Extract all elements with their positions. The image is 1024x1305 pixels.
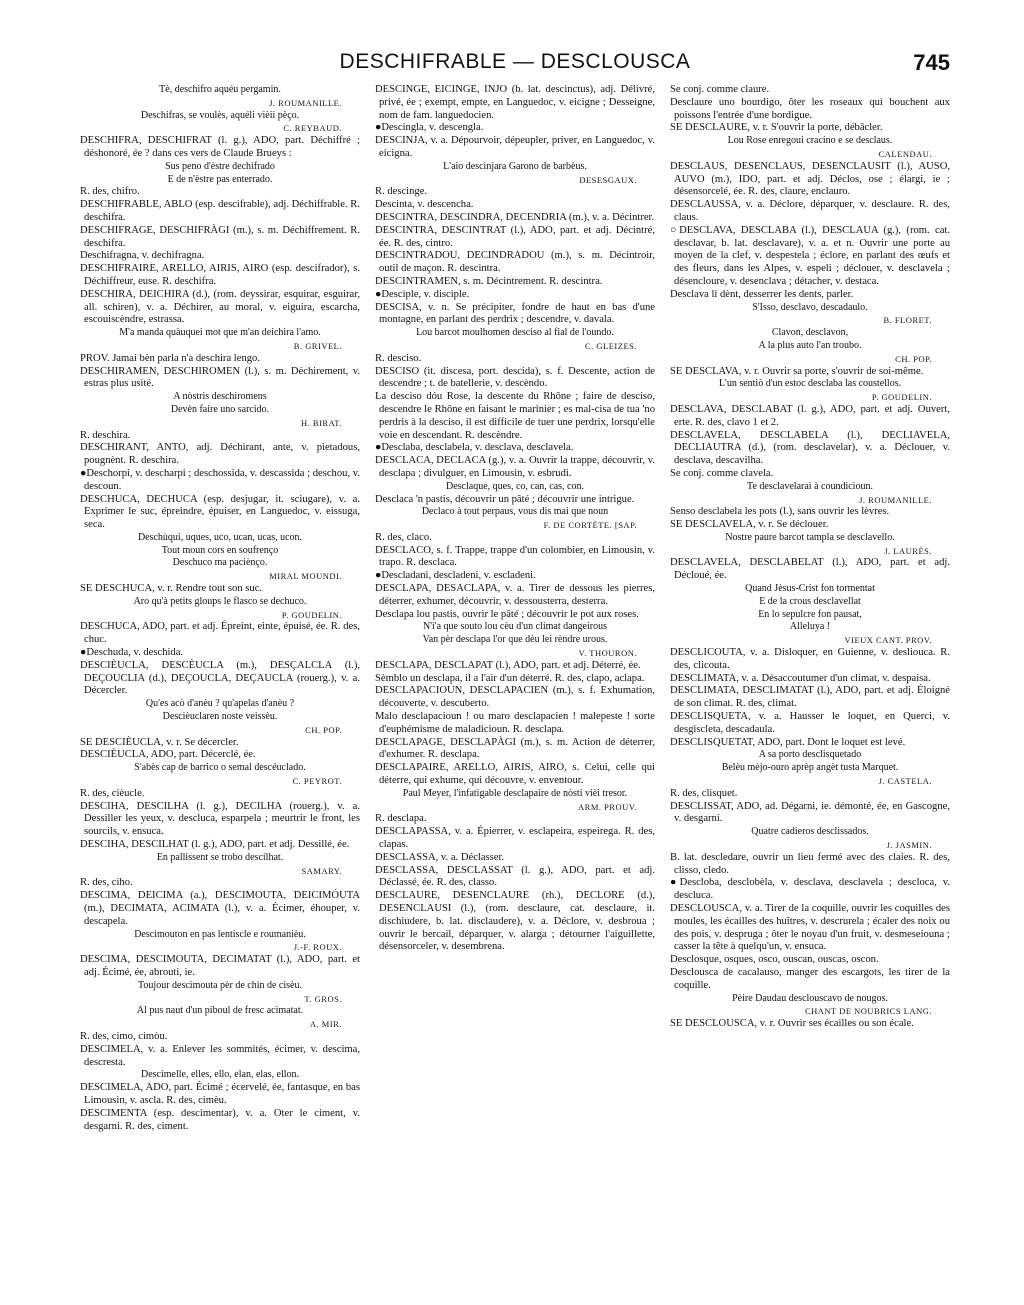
quotation-line: Tè, deschifro aquéu pergamin. (159, 84, 281, 95)
dictionary-entry: DESCINTRAMEN, s. m. Décintrement. R. descintra. (375, 275, 603, 287)
dictionary-entry: SE DESCIÈUCLA, v. r. Se décercler. (80, 736, 239, 748)
dictionary-entry: DESCHIRANT, ANTO, adj. Déchirant, ante, v. pietadous, pougnènt. R. deschira. (80, 442, 360, 467)
quotation-line: S'abès cap de barrico o semal descéuclado. (134, 762, 306, 774)
quotation-line: Declaco à tout perpaus, vous dis mai que noun (421, 506, 609, 518)
dictionary-entry: Senso desclabela les pots (l.), sans ouvrir les lèvres. (670, 506, 890, 518)
dictionary-entry: SE DESCLAVELA, v. r. Se déclouer. (670, 519, 829, 531)
reference-line: R. des, chifro. (80, 186, 140, 198)
column-left (80, 84, 360, 1224)
reference-line: Se conj. comme claure. (670, 84, 770, 95)
reference-line: R. desciso. (375, 352, 422, 364)
reference-line: Se conj. comme clavela. (670, 467, 774, 479)
dictionary-entry: ●Descingla, v. descengla. (375, 122, 484, 134)
dictionary-entry: DESCLAUS, DESENCLAUS, DESENCLAUSIT (l.), AUSO, AUVO (m.), IDO, part. et adj. Déclos, ose ; élargi, ie ; désensorcelé, ée. R. des, claure, enclauro. (670, 160, 950, 198)
quotation-line: Paul Meyer, l'infatigable desclapaire de nòsti vièi tresor. (402, 787, 628, 799)
dictionary-entry: Desclava li dènt, desserrer les dents, parler. (670, 288, 854, 300)
dictionary-entry: ●Desclaba, desclabela, v. desclava, desclavela. (375, 442, 574, 454)
dictionary-entry: DESCINTRADOU, DECINDRADOU (m.), s. m. Décintroir, outil de maçon. R. descintra. (375, 250, 655, 275)
quotation-source: T. GROS. (304, 993, 342, 1004)
column-right (670, 84, 950, 1224)
dictionary-entry: DESCIÈUCLA, ADO, part. Décerclé, ée. (80, 749, 256, 761)
reference-line: Descinta, v. descencha. (375, 199, 474, 211)
dictionary-entry: Desclapa lou pastis, ouvrir le pâté ; découvrir le pot aux roses. (375, 608, 639, 620)
page-header (80, 50, 950, 82)
quotation-line: Sus peno d'èstre dechifrado (165, 160, 275, 172)
dictionary-entry: DESCINJA, v. a. Dépourvoir, dépeupler, priver, en Languedoc, v. eicigna. (375, 135, 655, 159)
quotation-source: ARM. PROUV. (578, 801, 637, 812)
quotation-line: Deschuco ma paciènço. (172, 557, 268, 569)
reference-line: R. des, cimo, cimòu. (80, 1030, 168, 1042)
quotation-source: C. GLEIZES. (584, 340, 637, 351)
quotation-line: S'Isso, desclavo, descadaulo. (752, 301, 868, 313)
quotation-source: CH. POP. (305, 724, 342, 735)
quotation-line: Lou barcot moulhomen desciso al fial de l'oundo. (416, 327, 614, 339)
quotation-line: Deschifras, se voulès, aquéli vièii pèço. (140, 109, 300, 121)
quotation-source: B. GRIVEL. (293, 340, 342, 351)
quotation-source: J. JASMIN. (886, 840, 932, 851)
dictionary-entry: DESCIMENTA (esp. descimentar), v. a. Oter le ciment, v. desgarni. R. des, ciment. (80, 1107, 360, 1132)
dictionary-entry: Sèmblo un desclapa, il a l'air d'un déterré. R. des, clapo, aclapa. (375, 672, 645, 684)
dictionary-entry: DESCIMA, DEICIMA (a.), DESCIMOUTA, DEICIMÓUTA (m.), DECIMATA, ACIMATA (l.), v. a. Écimer, éhouper, v. descapela. (80, 890, 360, 927)
dictionary-entry: DESCLISQUETAT, ADO, part. Dont le loquet est levé. (670, 736, 906, 748)
dictionary-entry: DESCIMELA, ADO, part. Écimé ; écervelé, ée, fantasque, en bas Limousin, v. ascla. R. des, cimèu. (80, 1082, 360, 1106)
quotation-line: En pallissent se trobo descilhat. (156, 851, 284, 863)
quotation-source: CHANT DE NOUBRICS LANG. (804, 1006, 932, 1017)
quotation-source: C. REYBAUD. (283, 123, 342, 134)
dictionary-entry: DESCHIRA, DEICHIRA (d.), (rom. deyssirar, esquirar, esguirar, all. schiren), v. a. Déchirer, au moral, v. eiguira, escarcha, escouiscèndre, estrassa. (80, 288, 360, 326)
dictionary-columns (80, 84, 950, 1224)
quotation-source: SAMARY. (301, 865, 342, 876)
dictionary-entry: DESCINGE, EICINGE, INJO (b. lat. descinctus), adj. Délivré, privé, ée ; exempt, empte, en Languedoc, v. eicigne ; Desseigne, nom de fam. languedocien. (375, 84, 655, 121)
quotation-line: Toujour descimouta pèr de chin de cisèu. (138, 979, 302, 991)
dictionary-entry: DESCLIMATA, DESCLIMATAT (l.), ADO, part. et adj. Éloigné de son climat. R. des, climat. (670, 685, 950, 710)
quotation-source: MIRAL MOUNDI. (269, 571, 342, 582)
quotation-line: E de n'èstre pas enterrado. (167, 173, 273, 185)
dictionary-entry: DESCHIFRABLE, ABLO (esp. descifrable), adj. Déchiffrable. R. deschifra. (80, 199, 360, 223)
quotation-line: Descimouton en pas lentiscle e roumanièu. (134, 928, 306, 940)
dictionary-entry: DESCLISQUETA, v. a. Hausser le loquet, en Querci, v. desgiscleta, descadaula. (670, 711, 950, 735)
quotation-line: L'aio descinjara Garono de barbèus. (443, 160, 587, 172)
dictionary-entry: DESCHIFRA, DESCHIFRAT (l. g.), ADO, part. Déchiffré ; déshonoré, ée ? dans ces vers de Claude Brueys : (80, 135, 360, 159)
reference-line: R. desclapa. (375, 813, 427, 825)
dictionary-entry: Desclaure uno bourdigo, ôter les roseaux qui bouchent aux poissons l'entrée d'une bordigue. (670, 96, 950, 121)
dictionary-entry: DESCHIFRAGE, DESCHIFRÀGI (m.), s. m. Déchiffrement. R. deschifra. (80, 224, 360, 249)
dictionary-entry: ●Desciple, v. disciple. (375, 288, 470, 300)
quotation-line: Belèu mèjo-ouro aprèp angèt tusta Marquet. (721, 762, 899, 774)
dictionary-entry: DESCINTRA, DESCINDRA, DECENDRIA (m.), v. a. Décintrer. (375, 211, 655, 223)
quotation-line: Descimelle, elles, ello, elan, elas, ellon. (141, 1069, 299, 1081)
dictionary-entry: DESCLIMATA, v. a. Désaccoutumer d'un climat, v. despaisa. (670, 672, 931, 684)
dictionary-entry: DESCLAPAIRE, ARELLO, AIRIS, AIRO, s. Celui, celle qui déterre, qui exhume, qui découvre, v. enventour. (375, 762, 655, 787)
quotation-line: Van pèr desclapa l'or que dèu lei rèndre urous. (422, 634, 608, 646)
dictionary-entry: ●Descladani, descladeni, v. escladeni. (375, 570, 536, 582)
dictionary-entry: SE DESCLAVA, v. r. Ouvrir sa porte, s'ouvrir de soi-même. (670, 365, 924, 377)
dictionary-entry: DESCLASSA, v. a. Déclasser. (375, 851, 505, 863)
dictionary-entry: DESCLAPAGE, DESCLAPÀGI (m.), s. m. Action de déterrer, d'exhumer. R. desclapa. (375, 736, 655, 761)
column-middle (375, 84, 655, 1224)
dictionary-entry: DESCLISSAT, ADO, ad. Dégarni, ie. démonté, ée, en Gascogne, v. desgarni. (670, 800, 950, 825)
reference-line: R. deschira. (80, 429, 131, 441)
quotation-source: J. ROUMANILLE. (269, 97, 342, 108)
quotation-line: Te desclavelarai à coundicioun. (747, 480, 873, 492)
dictionary-entry: DESCIMELA, v. a. Enlever les sommités, écimer, v. descima, descresta. (80, 1043, 360, 1068)
dictionary-entry: DESCHIFRAIRE, ARELLO, AIRIS, AIRO (esp. descifrador), s. Déchiffreur, euse. R. deschifra. (80, 263, 360, 287)
dictionary-entry: SE DESCLAURE, v. r. S'ouvrir la porte, débâcler. (670, 122, 883, 134)
quotation-line: A la plus auto l'an troubo. (758, 339, 862, 351)
quotation-line: Pèire Daudau desclouscavo de nougos. (732, 992, 888, 1004)
quotation-line: En lo sepulcre fon pausat, (758, 608, 862, 620)
quotation-line: Tout moun cors en soufrenço (161, 544, 279, 556)
quotation-source: F. DE CORTÈTE. [SAP. (543, 520, 637, 531)
quotation-source: P. GOUDELIN. (871, 392, 932, 403)
dictionary-entry: DESCLICOUTA, v. a. Disloquer, en Guienne, v. desliouca. R. des, clicouta. (670, 647, 950, 671)
dictionary-entry: DESCLACO, s. f. Trappe, trappe d'un colombier, en Limousin, v. trapo. R. desclaca. (375, 544, 655, 569)
quotation-source: A. MIR. (309, 1019, 342, 1030)
dictionary-entry: DESCIMA, DESCIMOUTA, DECIMATAT (l.), ADO, part. et adj. Écimé, ée, abrouti, ie. (80, 954, 360, 978)
dictionary-entry: DESCLASSA, DESCLASSAT (l. g.), ADO, part. et adj. Déclassé, ée. R. des, classo. (375, 864, 655, 889)
quotation-source: J.-F. ROUX. (293, 942, 342, 953)
quotation-source: V. THOURON. (578, 648, 637, 659)
dictionary-entry: DESCLAURE, DESENCLAURE (rh.), DECLORE (d.), DESENCLAUSI (l.), (rom. desclaure, cat. desclaure, it. dischiudere, b. lat. disclaudere), v. a. Déclore, v. desbroua ; ouvrir le bercail, déparquer, v. alarga ; détourner l'aiguillette, désensorceler, v. desembrena. (375, 890, 655, 953)
dictionary-entry: DESCLAVELA, DESCLABELAT (l.), ADO, part. et adj. Décloué, ée. (670, 557, 950, 582)
quotation-source: VIEUX CANT. PROV. (844, 635, 932, 646)
quotation-line: Aro qu'à petits gloups le flasco se dechuco. (133, 595, 307, 607)
dictionary-entry: DESCIHA, DESCILHAT (l. g.), ADO, part. et adj. Dessillé, ée. (80, 839, 350, 851)
quotation-line: Descièuclaren noste veissèu. (162, 711, 278, 723)
reference-line: R. des, clisquet. (670, 787, 738, 799)
quotation-line: A sa porto desclisquetado (758, 749, 862, 761)
dictionary-entry: DESCINTRA, DESCINTRAT (l.), ADO, part. et adj. Décintré, ée. R. des, cintro. (375, 224, 655, 249)
dictionary-entry: DESCLOUSCA, v. a. Tirer de la coquille, ouvrir les coquilles des moules, les écailles des huîtres, v. descrurela ; écaler des noix ou des pois, v. despruga ; ôter le noyau d'un fruit, v. desmeseiouna ; casser la tête à quelqu'un, v. ensuca. (670, 903, 950, 953)
quotation-line: Nostre paure barcot tampla se desclavello. (725, 531, 895, 543)
dictionary-entry: B. lat. descledare, ouvrir un lieu fermé avec des claies. R. des, clisso, cledo. (670, 851, 950, 876)
dictionary-entry: DESCLAVELA, DESCLABELA (l.), DECLIAVELA, DECLIAUTRA (d.), (rom. desclavelar), v. a. Déclouer, v. desclava, descavilha. (670, 429, 950, 467)
quotation-line: Desclaque, ques, co, can, cas, con. (446, 480, 584, 492)
dictionary-entry: Desclosque, osques, osco, ouscan, ouscas, oscon. (670, 954, 879, 966)
quotation-line: Devèn faire uno sarcido. (170, 403, 270, 415)
quotation-source: J. CASTELA. (878, 776, 932, 787)
dictionary-entry: DESCISO (it. discesa, port. descida), s. f. Descente, action de descendre ; t. de batellerie, v. descèndo. (375, 365, 655, 390)
dictionary-entry: SE DESCHUCA, v. r. Rendre tout son suc. (80, 583, 263, 595)
dictionary-entry: Malo desclapacioun ! ou maro desclapacien ! malepeste ! sorte d'euphémisme de maladicioun. R. desclapa. (375, 711, 655, 735)
dictionary-entry: DESCLACA, DECLACA (g.), v. a. Ouvrir la trappe, découvrir, v. desclapa ; divulguer, en Limousin, v. esbrudi. (375, 455, 655, 479)
page-number: 745 (913, 50, 950, 75)
dictionary-entry: Desclousca de cacalauso, manger des escargots, les tirer de la coquille. (670, 966, 950, 991)
quotation-source: J. ROUMANILLE. (859, 494, 932, 505)
reference-line: R. des, ciho. (80, 877, 133, 889)
quotation-source: P. GOUDELIN. (281, 609, 342, 620)
quotation-line: Deschùqui, uques, uco, ucan, ucas, ucon. (137, 531, 303, 543)
dictionary-entry: DESCIÈUCLA, DESCÈUCLA (m.), DESÇALCLA (l.), DEÇOUCLIA (d.), DEÇOUCLA, DEÇAUCLA (rouerg.), v. a. Décercler. (80, 659, 360, 697)
dictionary-entry: ●Deschorpi, v. descharpi ; deschossida, v. descassida ; deschou, v. descoun. (80, 467, 360, 492)
dictionary-entry: La desciso dóu Rose, la descente du Rhône ; faire de desciso, descendre le Rhône en faisant le marinier ; es mal-cisa de tua 'no perdris à la desciso, il est difficile de tuer une perdrix, lorsqu'elle voie en descendant. R. descèndre. (375, 391, 655, 441)
quotation-source: CH. POP. (895, 353, 932, 364)
dictionary-entry: PROV. Jamai bèn parla n'a deschira lengo. (80, 352, 260, 364)
dictionary-entry: DESCHUCA, ADO, part. et adj. Épreint, einte, épuisé, ée. R. des, chuc. (80, 621, 360, 646)
reference-line: R. descinge. (375, 186, 428, 198)
dictionary-entry: DESCLAVA, DESCLABAT (l. g.), ADO, part. et adj. Ouvert, erte. R. des, clavo 1 et 2. (670, 403, 950, 428)
dictionary-entry: SE DESCLOUSCA, v. r. Ouvrir ses écailles ou son écale. (670, 1018, 914, 1030)
quotation-line: N'i'a que souto lou cèu d'un climat dangeirous (423, 621, 607, 633)
dictionary-entry: ●Descloba, desclobèla, v. desclava, desclavela ; descloca, v. descluca. (670, 877, 950, 902)
dictionary-entry: DESCLAPA, DESACLAPA, v. a. Tirer de dessous les pierres, déterrer, exhumer, découvrir, v. dessousterra, desterra. (375, 583, 655, 607)
quotation-source: CALENDAU. (878, 148, 932, 159)
quotation-line: E de la crous desclavellat (759, 595, 861, 607)
quotation-line: L'un sentiò d'un estoc desclaba las coustellos. (718, 378, 902, 390)
quotation-line: Clavon, desclavon, (771, 327, 849, 339)
quotation-source: C. PEYROT. (292, 776, 342, 787)
quotation-line: Quatre cadieros desclissados. (751, 826, 869, 838)
quotation-source: H. BIRAT. (301, 417, 342, 428)
quotation-line: Al pus naut d'un piboul de fresc acimatat. (136, 1005, 304, 1017)
dictionary-entry: DESCHIRAMEN, DESCHIROMEN (l.), s. m. Déchirement, v. estras plus usité. (80, 365, 360, 390)
dictionary-entry: DESCLAPACIOUN, DESCLAPACIEN (m.), s. f. Exhumation, découverte, v. descuberto. (375, 685, 655, 710)
quotation-line: A nòstris deschiromens (173, 391, 267, 403)
quotation-source: DESESGAUX. (579, 174, 637, 185)
reference-line: Deschifragna, v. dechifragna. (80, 250, 205, 262)
dictionary-entry: DESCIHA, DESCILHA (l. g.), DECILHA (rouerg.), v. a. Dessiller les yeux, v. descluca, esparpela ; meurtrir le front, les sourcils, v. ensuca. (80, 800, 360, 838)
dictionary-entry: Desclaca 'n pastis, découvrir un pâté ; découvrir une intrigue. (375, 493, 635, 505)
quotation-source: J. LAURÈS. (884, 545, 932, 556)
reference-line: R. des, claco. (375, 531, 432, 543)
quotation-line: M'a manda quàuquei mot que m'an deichira l'amo. (119, 327, 321, 339)
quotation-line: Alleluya ! (789, 621, 831, 633)
quotation-source: B. FLORET. (883, 315, 932, 326)
dictionary-entry: DESCHUCA, DECHUCA (esp. desjugar, it. sciugare), v. a. Exprimer le suc, épreindre, épuiser, en Languedoc, v. eissuga, seca. (80, 493, 360, 531)
dictionary-entry: DESCLAPASSA, v. a. Épierrer, v. esclapeira, espeirega. R. des, clapas. (375, 826, 655, 851)
dictionary-entry: DESCISA, v. n. Se précipiter, fondre de haut en bas d'une montagne, en parlant des perdrix ; descendre, v. davala. (375, 301, 655, 326)
quotation-line: Qu'es acò d'anèu ? qu'apelas d'anèu ? (145, 698, 295, 710)
dictionary-entry: ○DESCLAVA, DESCLABA (l.), DESCLAUA (g.), (rom. cat. desclavar, b. lat. desclavare), v. a. et n. Ouvrir une porte au moyen de la clef, v. despestela ; éclore, en parlant des œufs et des fleurs, dans les Alpes, v. espeli ; déclouer, v. desclavela ; désencloure, v. desenclava ; détacher, v. destaca. (670, 224, 950, 287)
reference-line: R. des, cièucle. (80, 787, 145, 799)
dictionary-entry: DESCLAPA, DESCLAPAT (l.), ADO, part. et adj. Déterré, ée. (375, 659, 641, 671)
quotation-line: Quand Jèsus-Crist fon tormentat (745, 583, 875, 595)
quotation-line: Lou Rose enregoui cracino e se desclaus. (727, 135, 893, 147)
running-head: DESCHIFRABLE — DESCLOUSCA (339, 50, 691, 73)
dictionary-entry: DESCLAUSSA, v. a. Déclore, déparquer, v. desclaure. R. des, claus. (670, 199, 950, 223)
dictionary-entry: ●Deschuda, v. deschida. (80, 647, 184, 659)
